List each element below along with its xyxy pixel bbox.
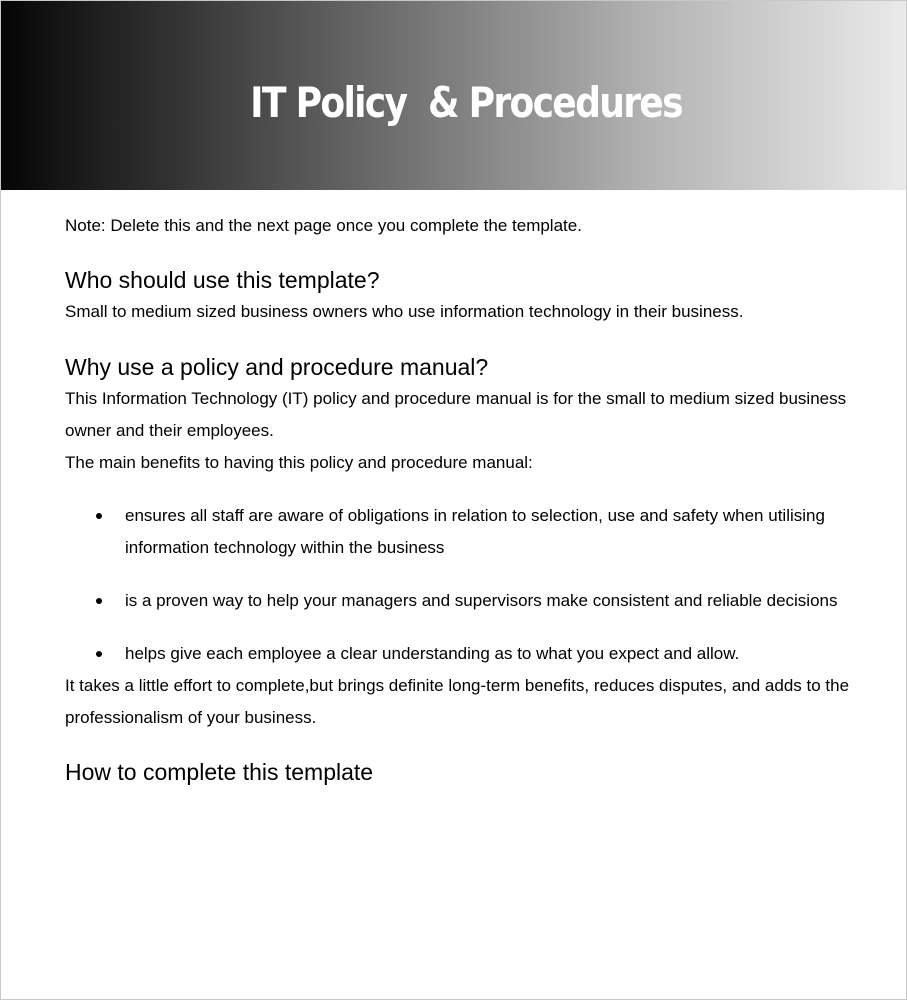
- bullet-icon: [96, 598, 102, 604]
- bullet-icon: [96, 513, 102, 519]
- who-heading: Who should use this template?: [65, 267, 380, 293]
- benefits-list: [65, 500, 865, 670]
- benefits-intro: The main benefits to having this policy and procedure manual:: [65, 453, 533, 472]
- list-item: [65, 500, 865, 564]
- why-paragraph: This Information Technology (IT) policy and procedure manual is for the small to medium sized business owner and their employees.: [65, 389, 847, 440]
- list-item: [65, 638, 865, 670]
- document-body: [65, 210, 865, 788]
- note-text: Note: Delete this and the next page once you complete the template.: [65, 216, 582, 235]
- how-heading: How to complete this template: [65, 759, 374, 785]
- list-item-text: ensures all staff are aware of obligations in relation to selection, use and safety when utilising information technology within the business: [125, 506, 825, 557]
- header-banner: [1, 1, 906, 190]
- list-item: [65, 585, 865, 617]
- why-heading: Why use a policy and procedure manual?: [65, 354, 489, 380]
- effort-paragraph: It takes a little effort to complete,but brings definite long-term benefits, reduces disputes, and adds to the professionalism of your business.: [65, 676, 850, 727]
- bullet-icon: [96, 651, 102, 657]
- page-title: IT Policy & Procedures: [250, 78, 682, 127]
- who-paragraph: Small to medium sized business owners who use information technology in their business.: [65, 302, 744, 321]
- list-item-text: helps give each employee a clear understanding as to what you expect and allow.: [125, 644, 740, 663]
- list-item-text: is a proven way to help your managers and supervisors make consistent and reliable decisions: [125, 591, 838, 610]
